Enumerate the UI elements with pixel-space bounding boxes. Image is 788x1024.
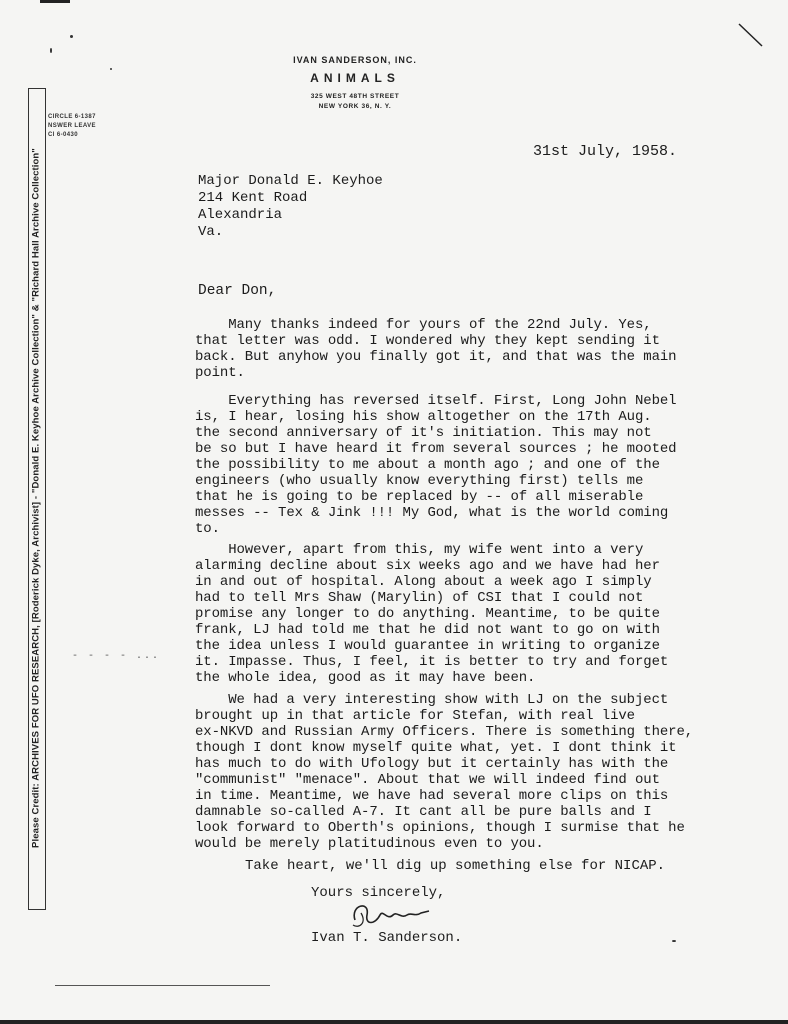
page-edge-top (40, 0, 70, 3)
recipient-address (198, 173, 383, 241)
recipient-line-3: Alexandria (198, 207, 283, 223)
recipient-line-1: Major Donald E. Keyhoe (198, 173, 383, 189)
paragraph-2: Everything has reversed itself. First, Long John Nebel is, I hear, losing his show altogether on the 17th Aug. the second anniversary of it's initiation. This may not be so but I have heard it from several sources ; he mooted the possibility to me about a month ago ; and one of the engineers (who usually know everything first) tells me that he is going to be replaced by -- of all miserable messes -- Tex & Jink !!! My God, what is the world coming to. (195, 393, 677, 537)
phone-line-1: CIRCLE 6-1387 (48, 114, 96, 120)
recipient-line-4: Va. (198, 224, 224, 240)
paragraph-1: Many thanks indeed for yours of the 22nd July. Yes, that letter was odd. I wondered why they kept sending it back. But anyhow you finally got it, and that was the main point. (195, 317, 677, 381)
letterhead (270, 55, 440, 112)
valediction: Yours sincerely, (311, 885, 446, 901)
bottom-rule (55, 985, 270, 986)
ink-speck (70, 35, 73, 38)
ink-speck (50, 48, 52, 53)
letterhead-address-line-2: NEW YORK 36, N. Y. (318, 103, 392, 110)
corner-pen-stroke-icon (736, 20, 766, 50)
phone-line-2: NSWER LEAVE (48, 123, 96, 129)
letter-date: 31st July, 1958. (533, 143, 678, 160)
ink-speck (672, 940, 676, 942)
phone-block (48, 113, 96, 140)
closing-line: Take heart, we'll dig up something else for NICAP. (245, 858, 666, 874)
signer-name: Ivan T. Sanderson. (311, 930, 463, 946)
salutation: Dear Don, (198, 283, 277, 299)
recipient-line-2: 214 Kent Road (198, 190, 308, 206)
margin-mark: - - - - ... (72, 651, 161, 662)
letterhead-tagline: ANIMALS (310, 71, 400, 85)
paragraph-4: We had a very interesting show with LJ on the subject brought up in that article for Stefan, with real live ex-NKVD and Russian Army Officers. There is something there, though I dont know myself quite what, yet. I dont think it has much to do with Ufology but it certainly has with the "communist" "menace". About that we will indeed find out in time. Meantime, we have had several more clips on this damnable so-called A-7. It cant all be pure balls and I look forward to Oberth's opinions, though I surmise that he would be merely platitudinous even to you. (195, 692, 694, 852)
page-edge-bottom (0, 1020, 788, 1024)
paragraph-3: However, apart from this, my wife went into a very alarming decline about six weeks ago and we have had her in and out of hospital. Along about a week ago I simply had to tell Mrs Shaw (Marylin) of CSI that I could not promise any longer to do anything. Meantime, to be quite frank, LJ had told me that he did not want to go on with the idea unless I would guarantee in writing to organize it. Impasse. Thus, I feel, it is better to try and forget the whole idea, good as it may have been. (195, 542, 669, 686)
handwritten-signature (345, 895, 435, 935)
archive-credit: Please Credit: ARCHIVES FOR UFO RESEARCH, [Roderick Dyke, Archivist] - "Donald E. Keyhoe Archive Collection" & "Richard Hall Archive Collection" (30, 148, 42, 848)
phone-line-3: CI 6-0430 (48, 132, 78, 138)
letterhead-company: IVAN SANDERSON, INC. (293, 55, 417, 65)
letterhead-address (270, 92, 440, 112)
letterhead-address-line-1: 325 WEST 48TH STREET (310, 93, 400, 100)
ink-speck (110, 68, 112, 70)
